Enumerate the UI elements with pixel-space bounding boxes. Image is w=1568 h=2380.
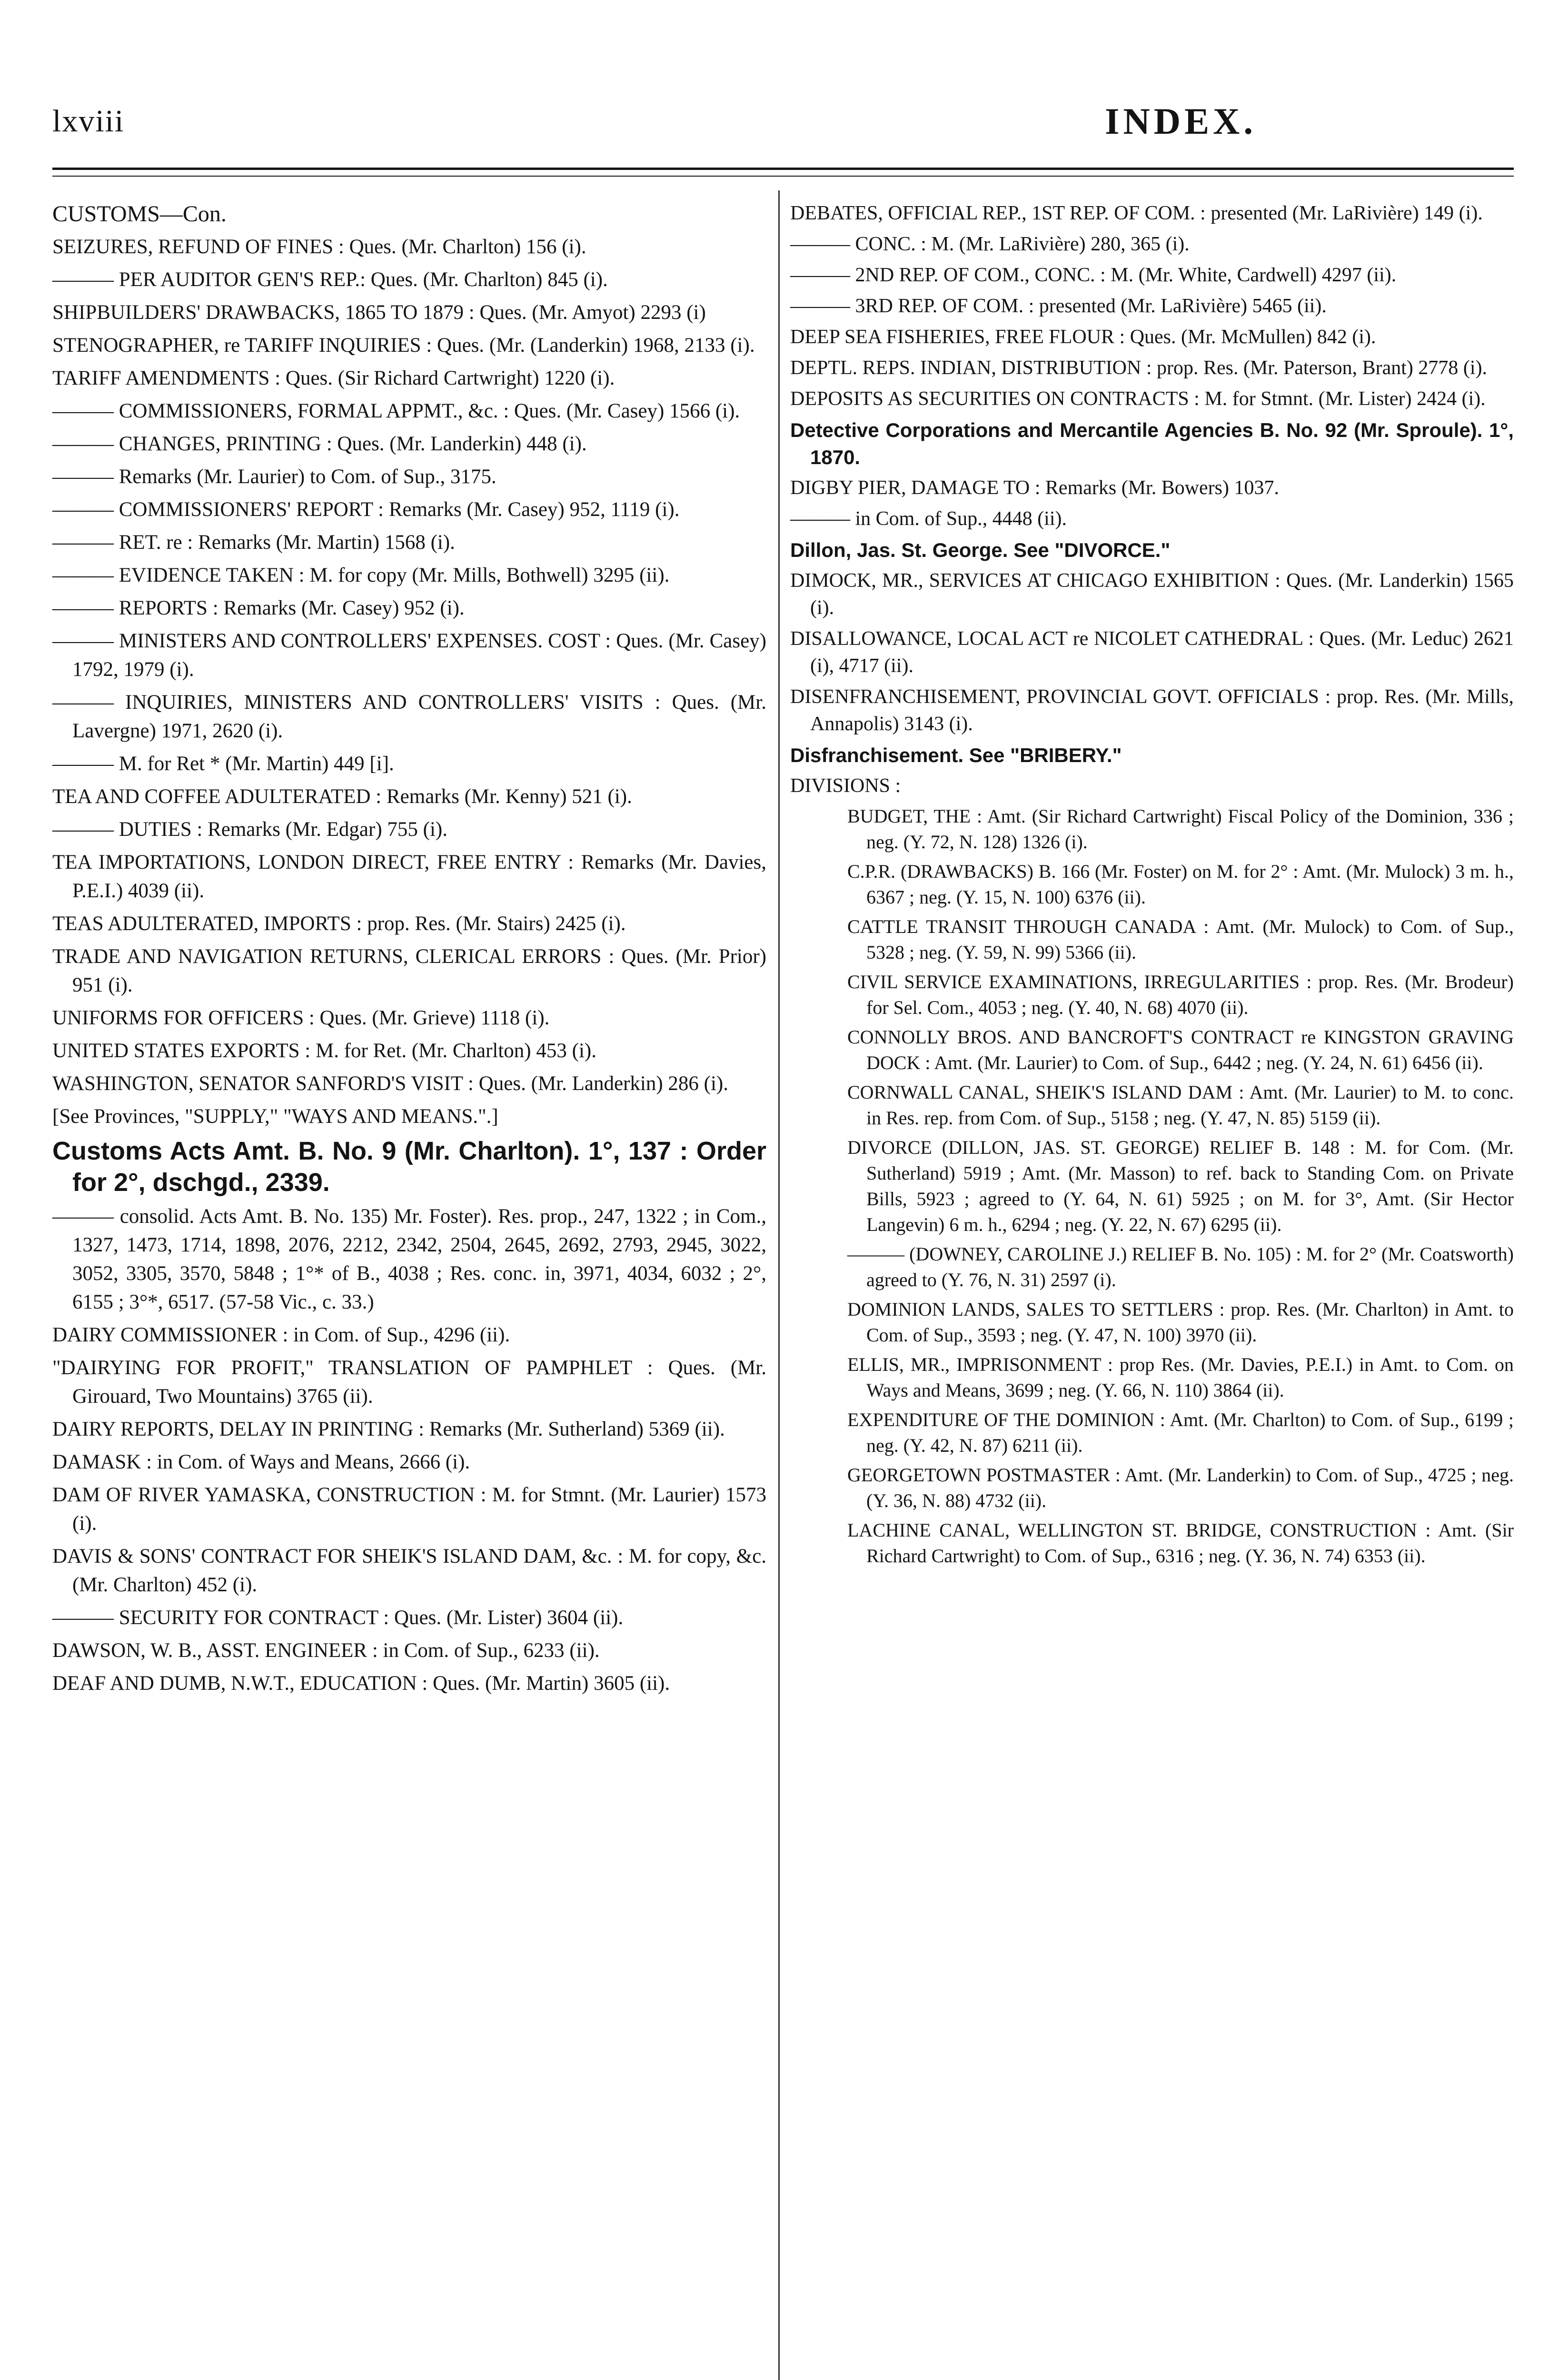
index-entry: ——— DUTIES : Remarks (Mr. Edgar) 755 (i). (52, 818, 447, 841)
division-entry: GEORGETOWN POSTMASTER : Amt. (Mr. Landerkin) to Com. of Sup., 4725 ; neg. (Y. 36, N. 88) 4732 (ii). (847, 1464, 1514, 1511)
division-entry: DIVORCE (DILLON, JAS. ST. GEORGE) RELIEF B. 148 : M. for Com. (Mr. Sutherland) 5919 ; Amt. (Mr. Masson) to ref. back to Standing Com. on Private Bills, 5923 ; agreed to (Y. 64, N. 61) 5925 ; on M. for 3°, Amt. (Sir Hector Langevin) 6 m. h., 6294 ; neg. (Y. 22, N. 67) 6295 (ii). (847, 1137, 1514, 1235)
index-entry: DEEP SEA FISHERIES, FREE FLOUR : Ques. (Mr. McMullen) 842 (i). (790, 326, 1376, 348)
index-entry: ——— PER AUDITOR GEN'S REP.: Ques. (Mr. Charlton) 845 (i). (52, 268, 608, 291)
index-entry: DAVIS & SONS' CONTRACT FOR SHEIK'S ISLAND DAM, &c. : M. for copy, &c. (Mr. Charlton) 452 (i). (52, 1545, 766, 1596)
index-entry: DIMOCK, MR., SERVICES AT CHICAGO EXHIBITION : Ques. (Mr. Landerkin) 1565 (i). (790, 570, 1514, 619)
index-entry: CUSTOMS—Con. (52, 201, 227, 227)
index-entry: STENOGRAPHER, re TARIFF INQUIRIES : Ques. (Mr. (Landerkin) 1968, 2133 (i). (52, 334, 755, 357)
index-entry: ——— M. for Ret * (Mr. Martin) 449 [i]. (52, 753, 394, 775)
index-entry: TARIFF AMENDMENTS : Ques. (Sir Richard Cartwright) 1220 (i). (52, 367, 615, 389)
division-entry: CONNOLLY BROS. AND BANCROFT'S CONTRACT re KINGSTON GRAVING DOCK : Amt. (Mr. Laurier) to Com. of Sup., 6442 ; neg. (Y. 24, N. 61) 6456 (ii). (847, 1026, 1514, 1073)
bill-heading: Customs Acts Amt. B. No. 9 (Mr. Charlton). 1°, 137 : Order for 2°, dschgd., 2339. (52, 1137, 766, 1197)
division-entry: EXPENDITURE OF THE DOMINION : Amt. (Mr. Charlton) to Com. of Sup., 6199 ; neg. (Y. 42, N. 87) 6211 (ii). (847, 1409, 1514, 1456)
index-entry: WASHINGTON, SENATOR SANFORD'S VISIT : Ques. (Mr. Landerkin) 286 (i). (52, 1072, 728, 1095)
index-entry: SEIZURES, REFUND OF FINES : Ques. (Mr. Charlton) 156 (i). (52, 236, 586, 258)
index-entry: DEAF AND DUMB, N.W.T., EDUCATION : Ques. (Mr. Martin) 3605 (ii). (52, 1672, 670, 1695)
index-entry: ——— REPORTS : Remarks (Mr. Casey) 952 (i). (52, 597, 465, 619)
division-entry: LACHINE CANAL, WELLINGTON ST. BRIDGE, CONSTRUCTION : Amt. (Sir Richard Cartwright) to Com. of Sup., 6316 ; neg. (Y. 36, N. 74) 6353 (ii). (847, 1519, 1514, 1567)
index-entry: TEA IMPORTATIONS, LONDON DIRECT, FREE ENTRY : Remarks (Mr. Davies, P.E.I.) 4039 (ii). (52, 851, 766, 902)
left-column (52, 200, 766, 1702)
index-entry: DEPTL. REPS. INDIAN, DISTRIBUTION : prop. Res. (Mr. Paterson, Brant) 2778 (i). (790, 357, 1488, 379)
index-entry: ——— MINISTERS AND CONTROLLERS' EXPENSES. COST : Ques. (Mr. Casey) 1792, 1979 (i). (52, 630, 766, 681)
right-column (790, 200, 1514, 1573)
index-entry: DISENFRANCHISEMENT, PROVINCIAL GOVT. OFFICIALS : prop. Res. (Mr. Mills, Annapolis) 3143 (i). (790, 686, 1514, 735)
index-entry: DEBATES, OFFICIAL REP., 1ST REP. OF COM. : presented (Mr. LaRivière) 149 (i). (790, 202, 1483, 224)
division-entry: C.P.R. (DRAWBACKS) B. 166 (Mr. Foster) on M. for 2° : Amt. (Mr. Mulock) 3 m. h., 6367 ; neg. (Y. 15, N. 100) 6376 (ii). (847, 861, 1514, 908)
index-entry: ——— COMMISSIONERS, FORMAL APPMT., &c. : Ques. (Mr. Casey) 1566 (i). (52, 400, 740, 422)
index-entry: DEPOSITS AS SECURITIES ON CONTRACTS : M. for Stmnt. (Mr. Lister) 2424 (i). (790, 388, 1486, 410)
page-title: INDEX. (1105, 100, 1257, 142)
division-entry: ELLIS, MR., IMPRISONMENT : prop Res. (Mr. Davies, P.E.I.) in Amt. to Com. on Ways and Means, 3699 ; neg. (Y. 66, N. 110) 3864 (ii). (847, 1354, 1514, 1401)
bill-heading: Detective Corporations and Mercantile Agencies B. No. 92 (Mr. Sproule). 1°, 1870. (790, 419, 1514, 468)
division-entry: DOMINION LANDS, SALES TO SETTLERS : prop. Res. (Mr. Charlton) in Amt. to Com. of Sup., 3593 ; neg. (Y. 47, N. 100) 3970 (ii). (847, 1299, 1514, 1346)
index-entry: ——— 2ND REP. OF COM., CONC. : M. (Mr. White, Cardwell) 4297 (ii). (790, 264, 1397, 286)
index-entry: ——— INQUIRIES, MINISTERS AND CONTROLLERS' VISITS : Ques. (Mr. Lavergne) 1971, 2620 (i). (52, 691, 766, 742)
division-entry: CORNWALL CANAL, SHEIK'S ISLAND DAM : Amt. (Mr. Laurier) to M. to conc. in Res. rep. from Com. of Sup., 5158 ; neg. (Y. 47, N. 85) 5159 (ii). (847, 1081, 1514, 1129)
index-entry: UNIFORMS FOR OFFICERS : Ques. (Mr. Grieve) 1118 (i). (52, 1007, 550, 1029)
division-entry: CIVIL SERVICE EXAMINATIONS, IRREGULARITIES : prop. Res. (Mr. Brodeur) for Sel. Com., 4053 ; neg. (Y. 40, N. 68) 4070 (ii). (847, 971, 1514, 1018)
index-entry: ——— CHANGES, PRINTING : Ques. (Mr. Landerkin) 448 (i). (52, 433, 587, 455)
index-entry: ——— Remarks (Mr. Laurier) to Com. of Sup., 3175. (52, 466, 496, 488)
index-entry: TRADE AND NAVIGATION RETURNS, CLERICAL ERRORS : Ques. (Mr. Prior) 951 (i). (52, 945, 766, 996)
index-entry: ——— in Com. of Sup., 4448 (ii). (790, 508, 1067, 530)
division-entry: ——— (DOWNEY, CAROLINE J.) RELIEF B. No. 105) : M. for 2° (Mr. Coatsworth) agreed to (Y. 76, N. 31) 2597 (i). (847, 1243, 1514, 1290)
index-entry: DAIRY COMMISSIONER : in Com. of Sup., 4296 (ii). (52, 1324, 510, 1346)
index-entry: ——— CONC. : M. (Mr. LaRivière) 280, 365 (i). (790, 233, 1190, 255)
index-entry: ——— RET. re : Remarks (Mr. Martin) 1568 (i). (52, 531, 455, 554)
division-entry: BUDGET, THE : Amt. (Sir Richard Cartwright) Fiscal Policy of the Dominion, 336 ; neg. (Y. 72, N. 128) 1326 (i). (847, 805, 1514, 853)
index-entry: SHIPBUILDERS' DRAWBACKS, 1865 TO 1879 : Ques. (Mr. Amyot) 2293 (i) (52, 301, 706, 324)
index-entry: DIGBY PIER, DAMAGE TO : Remarks (Mr. Bowers) 1037. (790, 477, 1280, 499)
index-entry: DAWSON, W. B., ASST. ENGINEER : in Com. of Sup., 6233 (ii). (52, 1639, 600, 1662)
index-entry: ——— 3RD REP. OF COM. : presented (Mr. LaRivière) 5465 (ii). (790, 295, 1327, 317)
index-entry: "DAIRYING FOR PROFIT," TRANSLATION OF PAMPHLET : Ques. (Mr. Girouard, Two Mountains) 3765 (ii). (52, 1357, 766, 1408)
division-entry: CATTLE TRANSIT THROUGH CANADA : Amt. (Mr. Mulock) to Com. of Sup., 5328 ; neg. (Y. 59, N. 99) 5366 (ii). (847, 916, 1514, 963)
index-entry: TEAS ADULTERATED, IMPORTS : prop. Res. (Mr. Stairs) 2425 (i). (52, 912, 626, 935)
index-entry: ——— COMMISSIONERS' REPORT : Remarks (Mr. Casey) 952, 1119 (i). (52, 498, 680, 521)
page-header (52, 95, 1514, 148)
index-entry: UNITED STATES EXPORTS : M. for Ret. (Mr. Charlton) 453 (i). (52, 1040, 596, 1062)
index-entry: DAMASK : in Com. of Ways and Means, 2666 (i). (52, 1451, 470, 1473)
see-also-note: [See Provinces, "SUPPLY," "WAYS AND MEANS.".] (52, 1105, 498, 1128)
name-heading: Dillon, Jas. St. George. See "DIVORCE." (790, 539, 1171, 561)
bill-entry: ——— consolid. Acts Amt. B. No. 135) Mr. Foster). Res. prop., 247, 1322 ; in Com., 1327, 1473, 1714, 1898, 2076, 2212, 2342, 2504, 2645, 2692, 2793, 2945, 3022, 3052, 3305, 3570, 5848 ; 1°* of B., 4038 ; Res. conc. in, 3971, 4034, 6032 ; 2°, 6155 ; 3°*, 6517. (57-58 Vic., c. 33.) (52, 1205, 766, 1313)
page-number: lxviii (52, 104, 125, 139)
index-entry: DISALLOWANCE, LOCAL ACT re NICOLET CATHEDRAL : Ques. (Mr. Leduc) 2621 (i), 4717 (ii). (790, 628, 1514, 677)
subject-heading: Disfranchisement. See "BRIBERY." (790, 744, 1122, 766)
index-entry: ——— EVIDENCE TAKEN : M. for copy (Mr. Mills, Bothwell) 3295 (ii). (52, 564, 670, 586)
divisions-heading: DIVISIONS : (790, 775, 901, 797)
header-rule (52, 168, 1514, 182)
column-divider (778, 190, 780, 2380)
index-entry: TEA AND COFFEE ADULTERATED : Remarks (Mr. Kenny) 521 (i). (52, 785, 632, 808)
index-entry: ——— SECURITY FOR CONTRACT : Ques. (Mr. Lister) 3604 (ii). (52, 1606, 624, 1629)
index-entry: DAIRY REPORTS, DELAY IN PRINTING : Remarks (Mr. Sutherland) 5369 (ii). (52, 1418, 725, 1440)
index-entry: DAM OF RIVER YAMASKA, CONSTRUCTION : M. for Stmnt. (Mr. Laurier) 1573 (i). (52, 1484, 766, 1535)
